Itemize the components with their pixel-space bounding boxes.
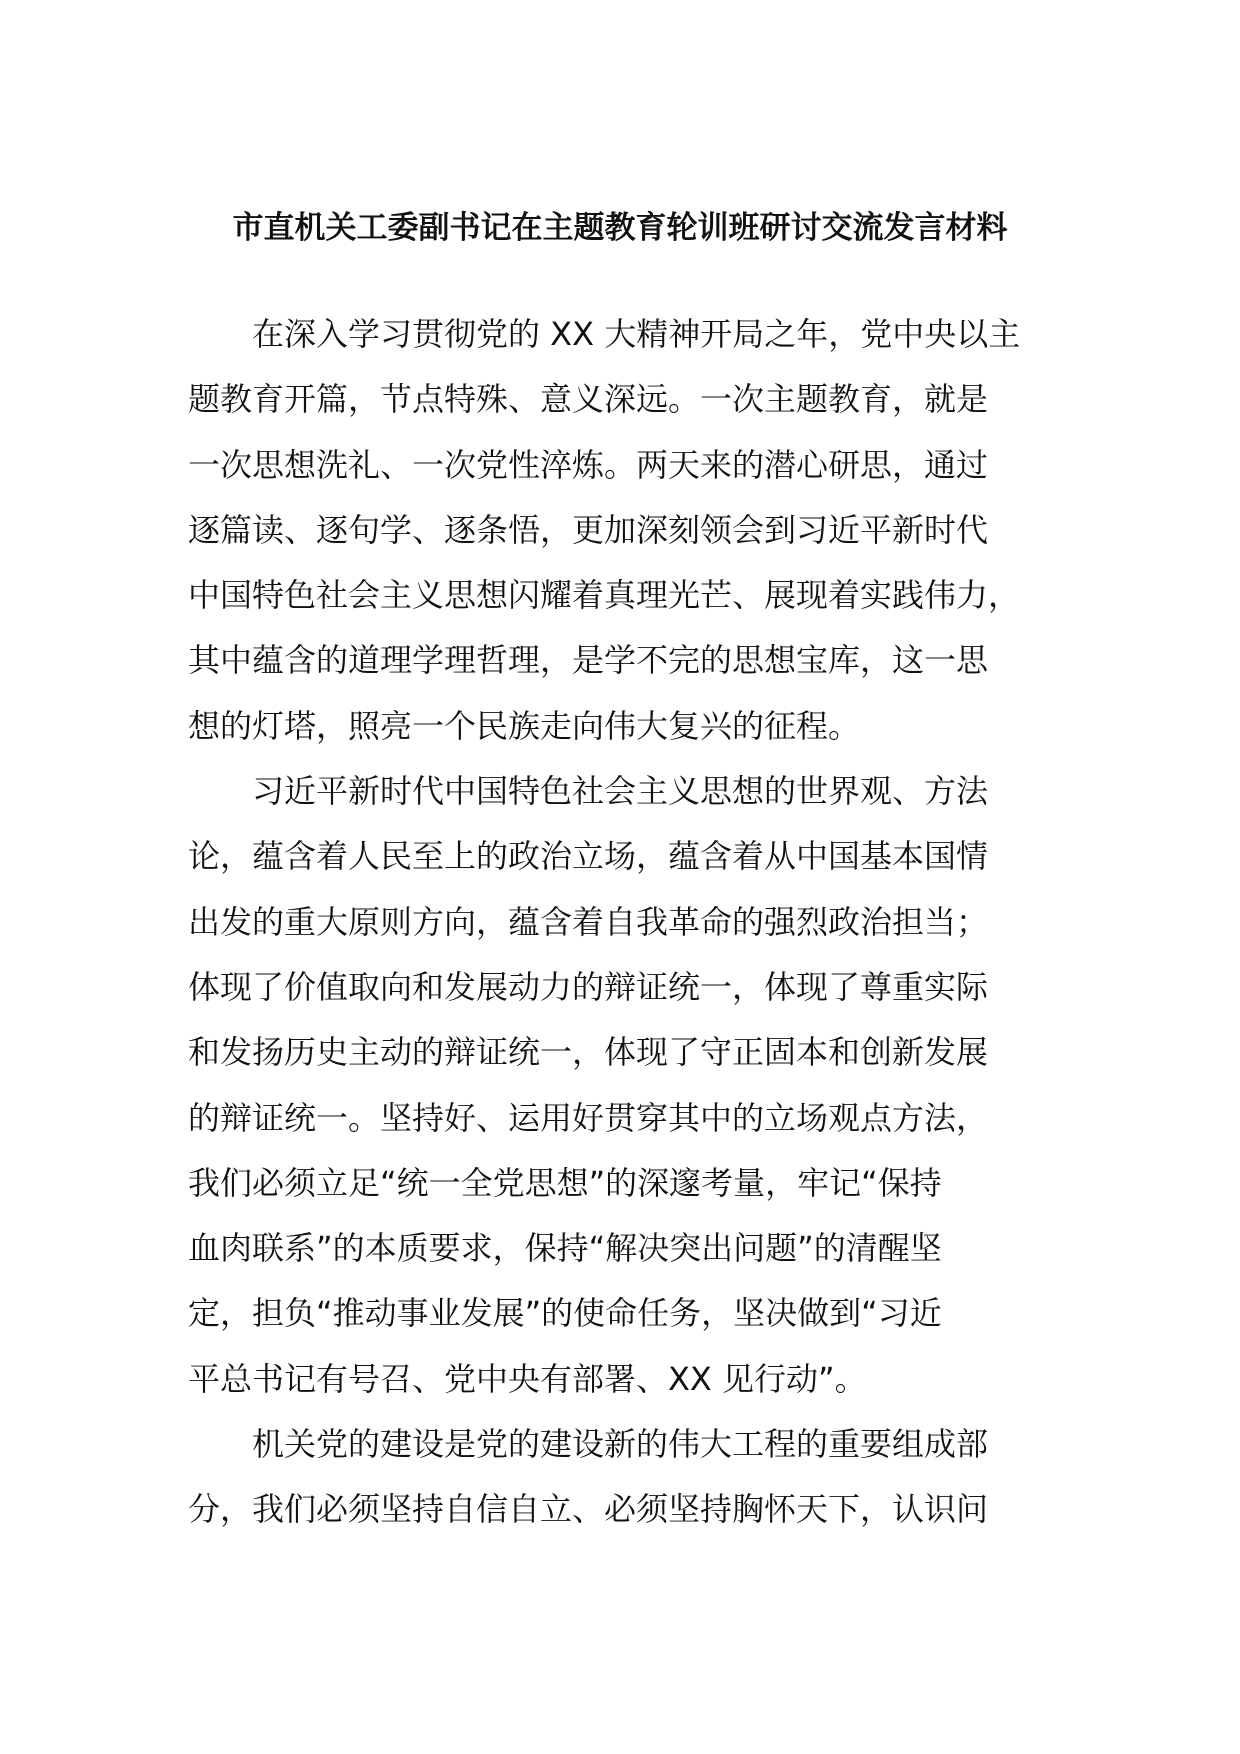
body-line: 平总书记有号召、党中央有部署、XX 见行动”。 — [188, 1359, 867, 1398]
body-line: 血肉联系”的本质要求，保持“解决突出问题”的清醒坚 — [188, 1229, 942, 1268]
body-line: 题教育开篇，节点特殊、意义深远。一次主题教育，就是 — [188, 380, 989, 419]
body-line: 分，我们必须坚持自信自立、必须坚持胸怀天下，认识问 — [188, 1490, 989, 1529]
document-title: 市直机关工委副书记在主题教育轮训班研讨交流发言材料 — [232, 210, 1008, 246]
body-line: 习近平新时代中国特色社会主义思想的世界观、方法 — [252, 772, 989, 811]
body-line: 论，蕴含着人民至上的政治立场，蕴含着从中国基本国情 — [188, 837, 989, 876]
body-line: 中国特色社会主义思想闪耀着真理光芒、展现着实践伟力， — [188, 576, 1021, 615]
body-line: 出发的重大原则方向，蕴含着自我革命的强烈政治担当； — [188, 902, 989, 941]
body-line: 一次思想洗礼、一次党性淬炼。两天来的潜心研思，通过 — [188, 445, 989, 484]
body-line: 定，担负“推动事业发展”的使命任务，坚决做到“习近 — [188, 1294, 942, 1333]
body-line: 逐篇读、逐句学、逐条悟，更加深刻领会到习近平新时代 — [188, 510, 989, 549]
body-line: 机关党的建设是党的建设新的伟大工程的重要组成部 — [252, 1425, 989, 1464]
body-line: 和发扬历史主动的辩证统一，体现了守正固本和创新发展 — [188, 1033, 989, 1072]
body-line: 在深入学习贯彻党的 XX 大精神开局之年，党中央以主 — [252, 315, 1021, 353]
body-line: 其中蕴含的道理学理哲理，是学不完的思想宝库，这一思 — [188, 641, 989, 680]
body-line: 想的灯塔，照亮一个民族走向伟大复兴的征程。 — [188, 706, 861, 745]
body-line: 我们必须立足“统一全党思想”的深邃考量，牢记“保持 — [188, 1163, 942, 1202]
body-line: 的辩证统一。坚持好、运用好贯穿其中的立场观点方法， — [188, 1098, 989, 1137]
body-line: 体现了价值取向和发展动力的辩证统一，体现了尊重实际 — [188, 967, 989, 1006]
document-body — [188, 302, 1068, 1543]
